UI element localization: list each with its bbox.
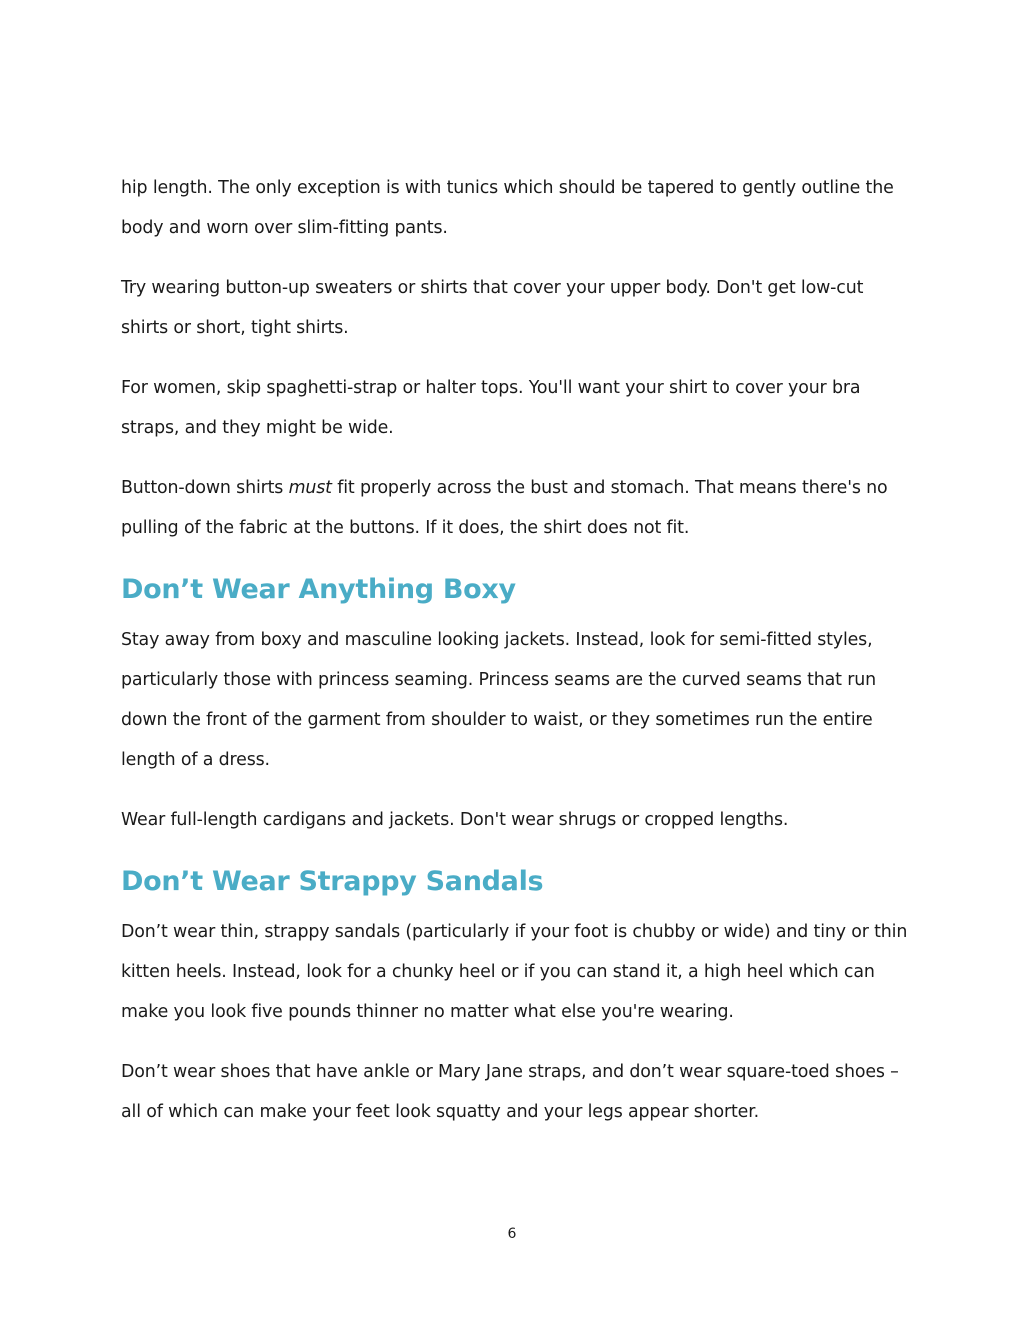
emphasis-must: must — [288, 478, 332, 498]
page-body — [121, 168, 911, 1152]
page-number: 6 — [507, 1226, 517, 1242]
paragraph-tunics: hip length. The only exception is with tunics which should be tapered to gently outline the body and worn over slim-fitting pants. — [121, 178, 894, 238]
paragraph-button-down — [121, 468, 911, 548]
paragraph-cardigans: Wear full-length cardigans and jackets. Don't wear shrugs or cropped lengths. — [121, 810, 789, 830]
paragraph-button-up: Try wearing button-up sweaters or shirts that cover your upper body. Don't get low-cut shirts or short, tight shirts. — [121, 278, 864, 338]
paragraph-button-down-end: fit properly across the bust and stomach. That means there's no pulling of the fabric at the buttons. If it does, the shirt does not fit. — [121, 478, 888, 538]
paragraph-boxy-jackets: Stay away from boxy and masculine looking jackets. Instead, look for semi-fitted styles, particularly those with princess seaming. Princess seams are the curved seams that run down the front of the garment from shoulder to waist, or they sometimes run the entire length of a dress. — [121, 630, 876, 770]
paragraph-strappy-sandals: Don’t wear thin, strappy sandals (particularly if your foot is chubby or wide) and tiny or thin kitten heels. Instead, look for a chunky heel or if you can stand it, a high heel which can make you look five pounds thinner no matter what else you're wearing. — [121, 922, 908, 1022]
paragraph-ankle-straps: Don’t wear shoes that have ankle or Mary Jane straps, and don’t wear square-toed shoes – all of which can make your feet look squatty and your legs appear shorter. — [121, 1062, 899, 1122]
heading-boxy: Don’t Wear Anything Boxy — [121, 574, 516, 605]
heading-sandals: Don’t Wear Strappy Sandals — [121, 866, 544, 897]
paragraph-button-down-start: Button-down shirts — [121, 478, 289, 498]
paragraph-spaghetti-strap: For women, skip spaghetti-strap or halter tops. You'll want your shirt to cover your bra straps, and they might be wide. — [121, 378, 861, 438]
